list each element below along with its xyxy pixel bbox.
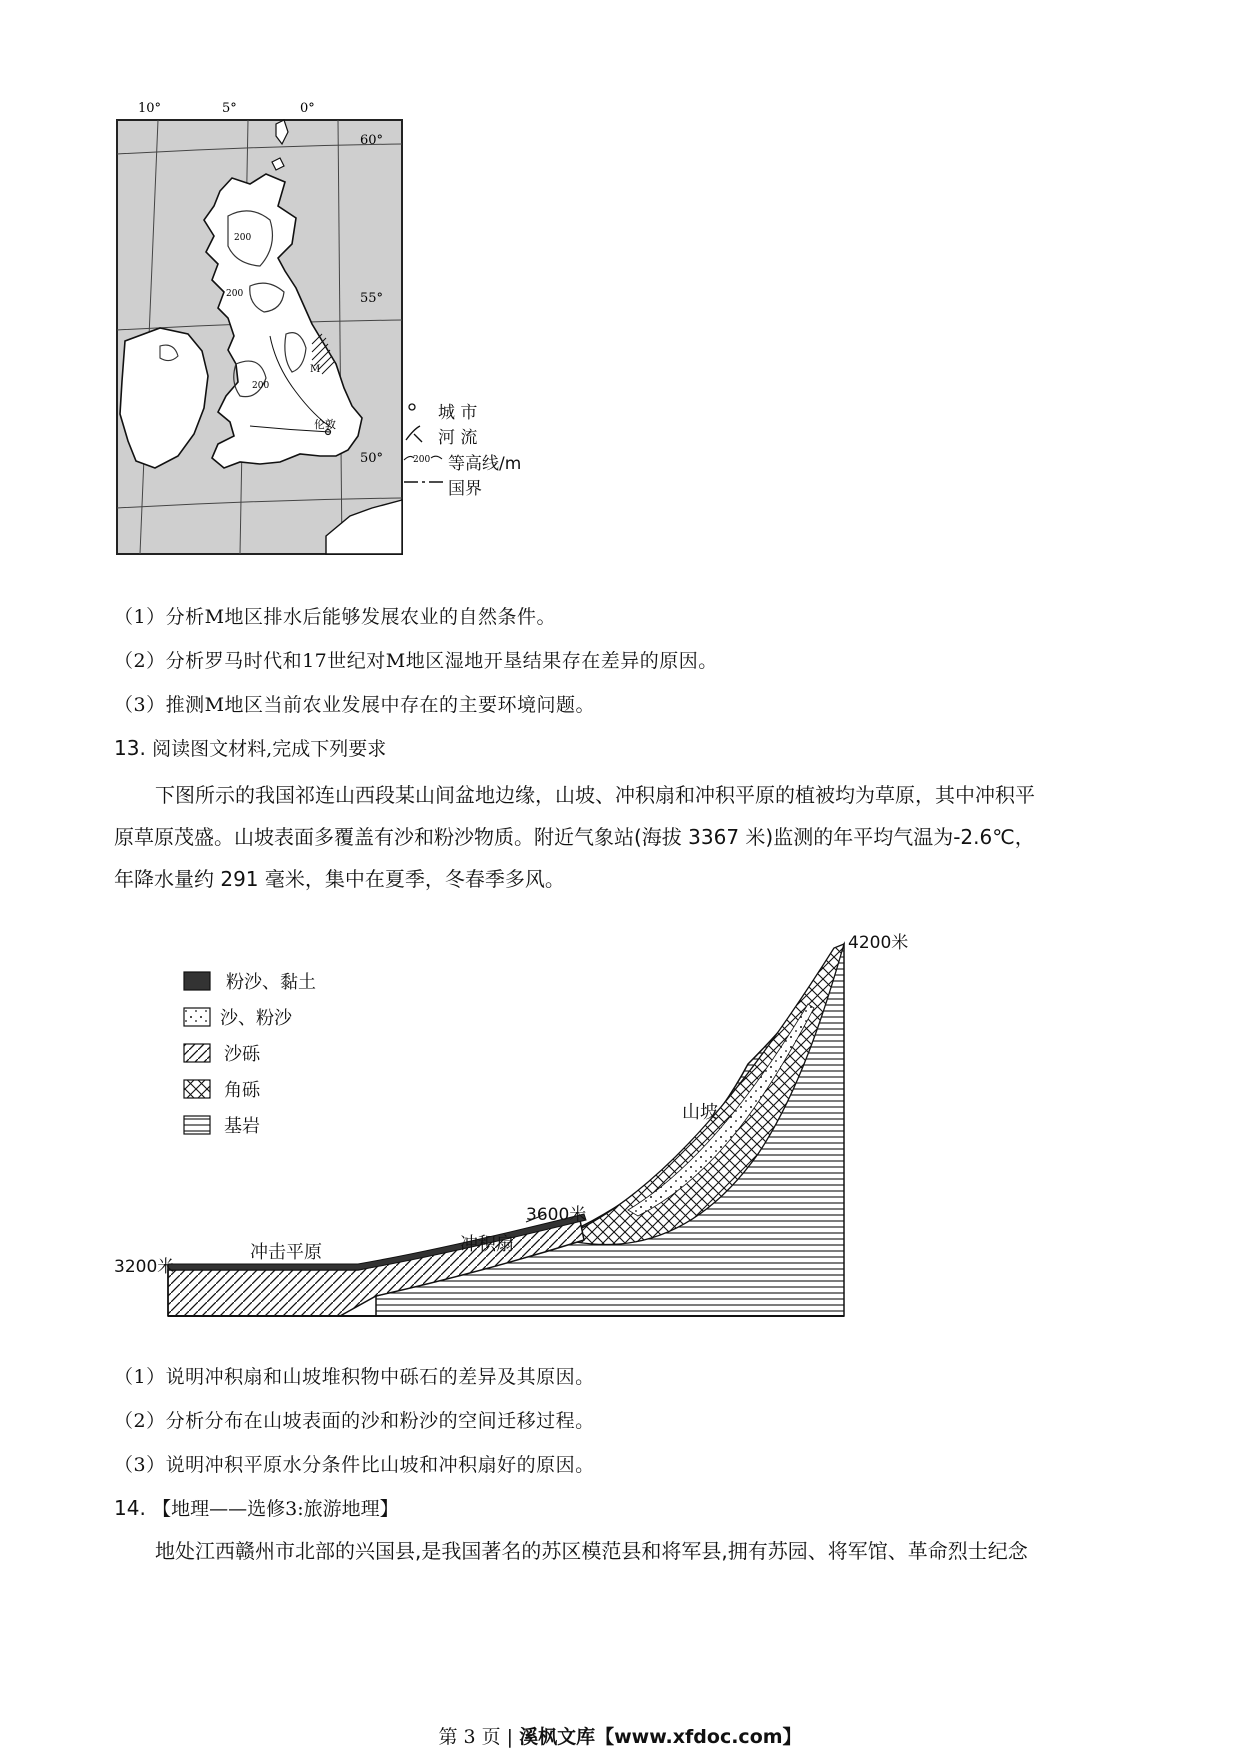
lon-label: 10° (138, 101, 162, 116)
q13-paragraph-line-3: 年降水量约 291 毫米，集中在夏季，冬春季多风。 (114, 867, 565, 891)
legend-label-angular-gravel: 角砾 (224, 1080, 260, 1101)
q13-heading (114, 734, 386, 761)
legend-label-silt-clay: 粉沙、黏土 (226, 972, 316, 993)
q13-title: 阅读图文材料,完成下列要求 (152, 738, 387, 760)
city-label: 伦敦 (314, 418, 336, 431)
q14-paragraph-line-1: 地处江西赣州市北部的兴国县,是我国著名的苏区模范县和将军县,拥有苏园、将军馆、革命烈士纪念 (155, 1539, 1028, 1563)
diagram-legend (184, 972, 210, 1134)
lat-label: 50° (360, 451, 384, 466)
fan-label: 冲积扇 (460, 1234, 514, 1255)
legend-label-sand: 沙、粉沙 (220, 1008, 292, 1029)
lat-label: 55° (360, 291, 384, 306)
q12-item-2: （2）分析罗马时代和17世纪对M地区湿地开垦结果存在差异的原因。 (114, 650, 718, 672)
city-dot-icon (409, 404, 415, 410)
contour-label: 200 (252, 381, 270, 391)
map-figure (100, 96, 540, 562)
contour-label: 200 (226, 289, 244, 299)
map-legend-contour: 等高线/m (448, 454, 522, 474)
q14-heading (114, 1494, 399, 1521)
map-legend-river: 河 流 (438, 428, 478, 448)
cross-section-figure (108, 924, 948, 1336)
page-footer (0, 1722, 1240, 1749)
q12-item-1: （1）分析M地区排水后能够发展农业的自然条件。 (114, 606, 557, 628)
q13-paragraph-line-1: 下图所示的我国祁连山西段某山间盆地边缘，山坡、冲积扇和冲积平原的植被均为草原，其中冲积平 (155, 783, 1035, 807)
page-number: 第 3 页 (438, 1726, 501, 1748)
footer-separator: | (500, 1726, 520, 1748)
plain-label: 冲击平原 (250, 1242, 322, 1263)
lon-label: 5° (222, 101, 237, 116)
q12-item-3: （3）推测M地区当前农业发展中存在的主要环境问题。 (114, 694, 596, 716)
contour-legend-value: 200 (413, 455, 431, 465)
footer-site-link[interactable]: 溪枫文库【www.xfdoc.com】 (519, 1726, 802, 1748)
legend-swatch-silt-clay (184, 972, 210, 990)
contour-label: 200 (234, 233, 252, 243)
q14-title: 【地理——选修3:旅游地理】 (152, 1498, 399, 1520)
q13-item-3: （3）说明冲积平原水分条件比山坡和冲积扇好的原因。 (114, 1454, 595, 1476)
river-icon (406, 426, 422, 442)
q13-number: 13. (114, 736, 146, 760)
legend-swatch-sand (184, 1008, 210, 1026)
lat-label: 60° (360, 133, 384, 148)
region-label: M (310, 364, 321, 375)
map-legend-city: 城 市 (438, 403, 478, 423)
elevation-label-top: 4200米 (848, 933, 909, 953)
q13-item-1: （1）说明冲积扇和山坡堆积物中砾石的差异及其原因。 (114, 1366, 595, 1388)
elevation-label-mid: 3600米 (526, 1205, 587, 1225)
elevation-label-bottom: 3200米 (114, 1257, 175, 1277)
legend-label-bedrock: 基岩 (224, 1116, 260, 1137)
lon-label: 0° (300, 101, 315, 116)
slope-label: 山坡 (682, 1102, 718, 1123)
q13-item-2: （2）分析分布在山坡表面的沙和粉沙的空间迁移过程。 (114, 1410, 595, 1432)
map-legend-border: 国界 (448, 479, 482, 499)
legend-label-sand-gravel: 沙砾 (224, 1044, 260, 1065)
q14-number: 14. (114, 1496, 146, 1520)
legend-swatch-bedrock (184, 1116, 210, 1134)
legend-swatch-sand-gravel (184, 1044, 210, 1062)
legend-swatch-angular-gravel (184, 1080, 210, 1098)
q13-paragraph-line-2: 原草原茂盛。山坡表面多覆盖有沙和粉沙物质。附近气象站(海拔 3367 米)监测的年平均气温为-2.6℃， (114, 825, 1035, 849)
